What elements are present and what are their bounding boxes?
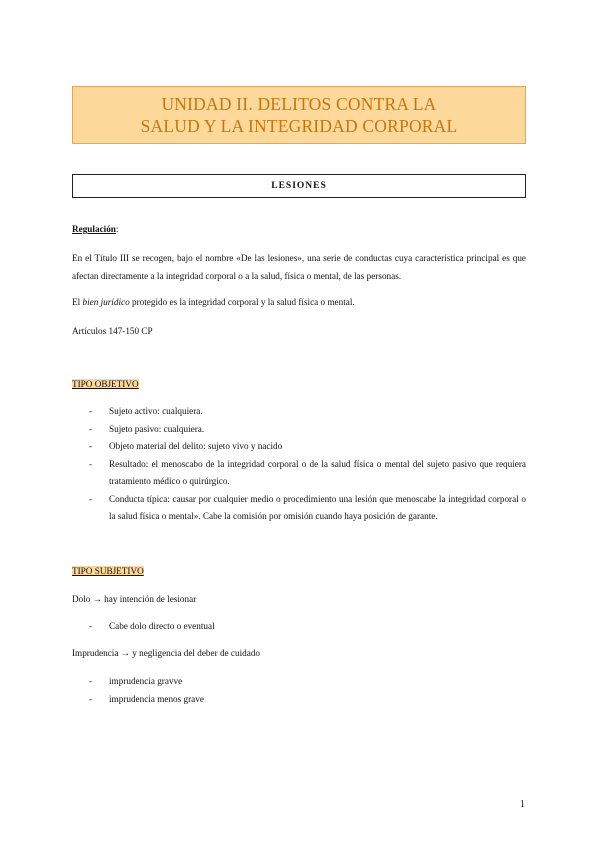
dolo-line: Dolo → hay intención de lesionar (72, 594, 197, 604)
dash-bullet: - (89, 693, 93, 704)
dash-bullet: - (89, 406, 93, 416)
tipo-objetivo-list (72, 403, 526, 526)
list-item: - Sujeto activo: cualquiera. (72, 403, 526, 421)
list-item: - imprudencia menos grave (72, 691, 526, 709)
bien-juridico-prefix: El (72, 297, 83, 307)
section-title: LESIONES (271, 181, 327, 191)
dolo-list (72, 618, 526, 636)
regulacion-colon: : (115, 224, 119, 234)
list-item: - Cabe dolo directo o eventual (72, 618, 526, 636)
dash-bullet: - (89, 676, 93, 686)
section-title-box (72, 174, 526, 198)
regulacion-heading: Regulación (72, 224, 116, 234)
tipo-objetivo-heading: TIPO OBJETIVO (72, 379, 139, 389)
tipo-subjetivo-heading-line (72, 563, 526, 581)
list-item: - Objeto material del delito: sujeto vivo y nacido (72, 438, 526, 456)
list-item: - Sujeto pasivo: cualquiera. (72, 421, 526, 439)
list-item: - imprudencia gravve (72, 673, 526, 691)
list-item: - Conducta típica: causar por cualquier medio o procedimiento una lesión que menoscabe la integridad corporal o la salud física o mental». Cabe la comisión por omisión cuando haya posición de garante. (72, 491, 526, 526)
dash-bullet: - (89, 423, 93, 434)
imprudencia-line: Imprudencia → y negligencia del deber de cuidado (72, 648, 261, 658)
imprudencia-list (72, 673, 526, 708)
list-item: - Resultado: el menoscabo de la integridad corporal o de la salud física o mental del sujeto pasivo que requiera tratamiento médico o quirúrgico. (72, 456, 526, 491)
bien-juridico-paragraph (72, 294, 526, 312)
dash-bullet: - (89, 493, 93, 504)
unit-title: UNIDAD II. DELITOS CONTRA LA SALUD Y LA INTEGRIDAD CORPORAL (140, 94, 458, 136)
regulacion-heading-line (72, 221, 526, 239)
tipo-objetivo-heading-line (72, 376, 526, 394)
articulos-line: Artículos 147-150 CP (72, 326, 153, 336)
bien-juridico-suffix: protegido es la integridad corporal y la salud física o mental. (129, 297, 355, 307)
bien-juridico-term: bien jurídico (82, 297, 130, 307)
page-number: 1 (520, 799, 525, 810)
unit-title-box (72, 86, 526, 144)
dash-bullet: - (89, 441, 93, 451)
dash-bullet: - (89, 458, 93, 469)
tipo-subjetivo-heading: TIPO SUBJETIVO (72, 566, 144, 576)
dash-bullet: - (89, 621, 93, 631)
regulacion-paragraph: En el Título III se recogen, bajo el nombre «De las lesiones», una serie de conductas cuya característica principal es que afectan directamente a la integridad corporal o a la salud, física o mental, de las personas. (72, 253, 526, 281)
